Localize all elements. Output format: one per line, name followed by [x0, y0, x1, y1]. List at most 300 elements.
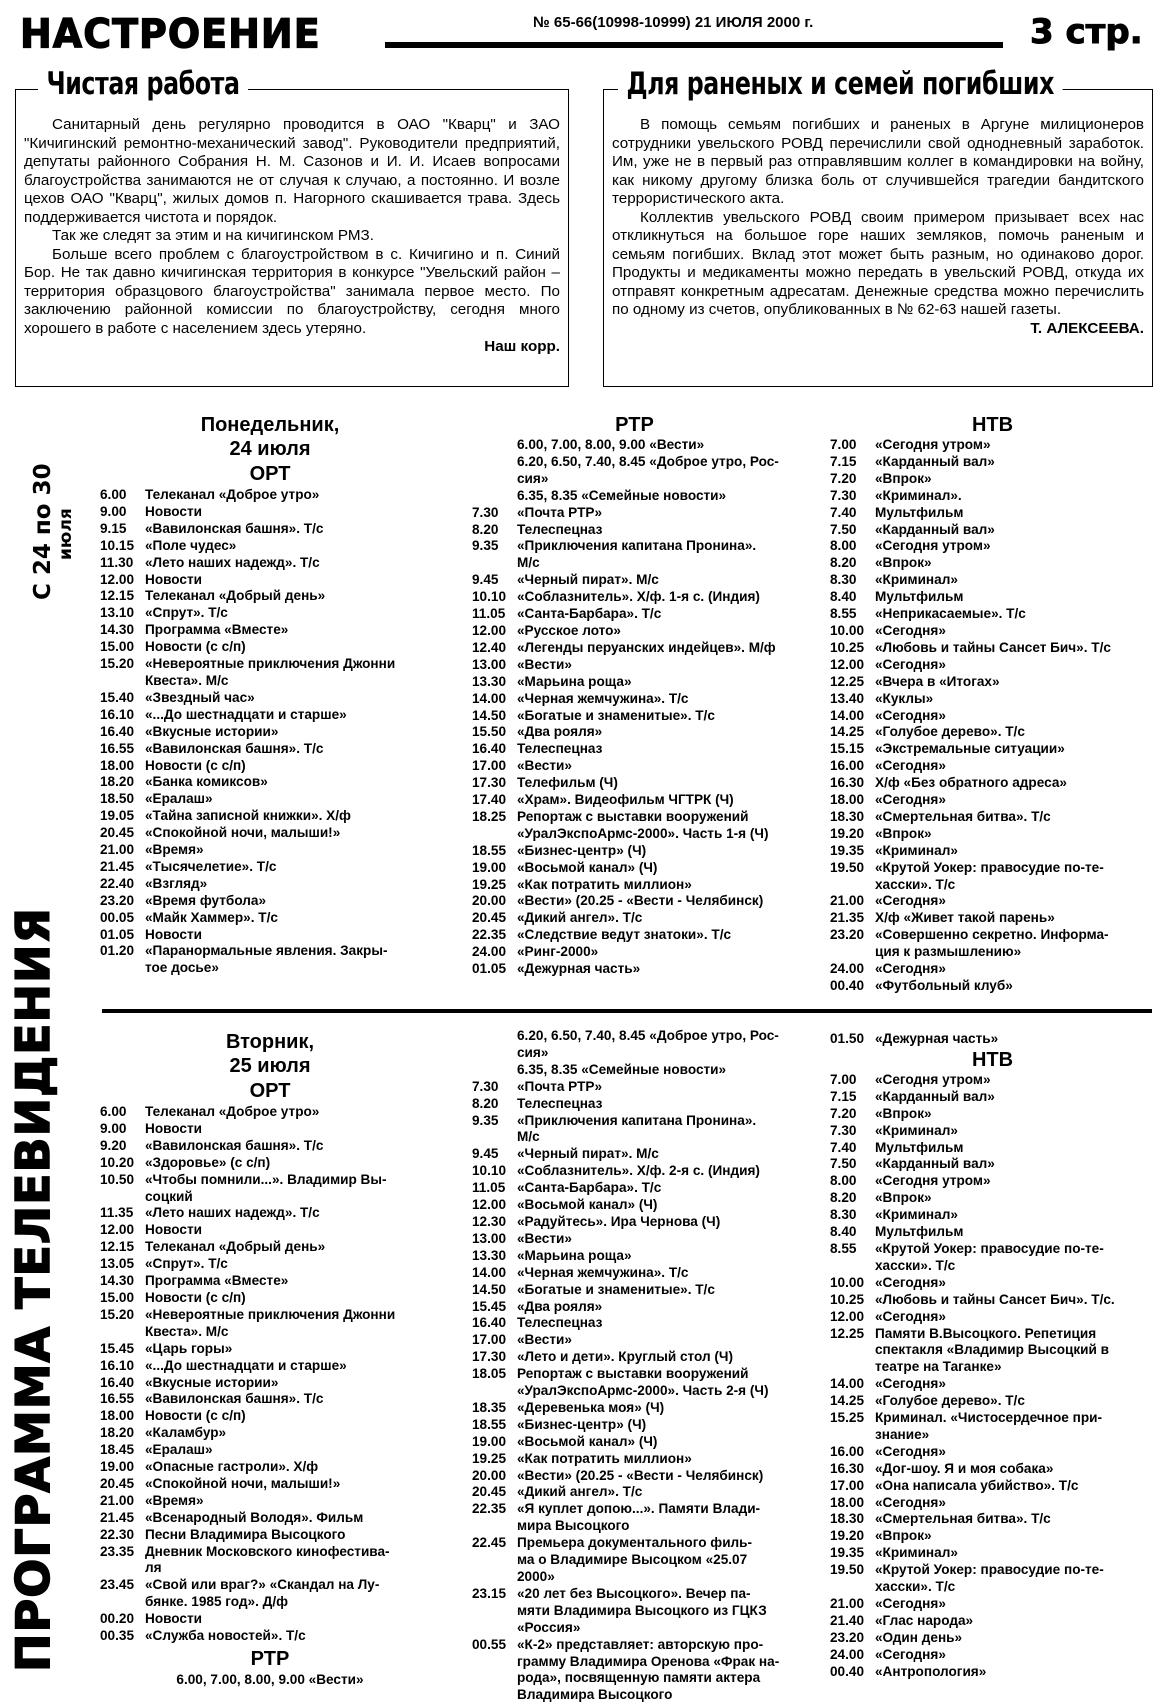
program-name: «Дежурная часть» — [517, 961, 641, 977]
program-time: 15.40 — [100, 689, 135, 705]
program-time: 8.20 — [830, 1190, 857, 1206]
program-name: «Восьмой канал» (Ч) — [517, 1433, 658, 1449]
program-name: «Русское лото» — [517, 622, 621, 638]
program-row — [472, 708, 797, 725]
program-time: 00.40 — [830, 1663, 865, 1679]
program-name: «Бизнес-центр» (Ч) — [517, 1416, 647, 1432]
program-time — [472, 1654, 517, 1671]
program-name: «УралЭкспоАрмс-2000». Часть 1-я (Ч) — [517, 825, 769, 841]
program-time: 16.10 — [100, 706, 135, 722]
program-time: 21.00 — [100, 842, 135, 858]
program-name: «Россия» — [517, 1619, 581, 1635]
program-time: 18.20 — [100, 1425, 135, 1441]
program-time: 23.20 — [830, 1629, 865, 1645]
program-row — [830, 657, 1155, 674]
program-time: 13.05 — [100, 1256, 135, 1272]
program-time: 20.45 — [472, 1484, 507, 1500]
program-name: «Карданный вал» — [875, 1088, 995, 1104]
program-row — [830, 691, 1155, 708]
program-row — [472, 1383, 797, 1400]
program-name: «Восьмой канал» (Ч) — [517, 1197, 658, 1213]
program-time: 18.00 — [100, 1408, 135, 1424]
program-row — [472, 809, 797, 826]
program-name: «Невероятные приключения Джонни — [145, 656, 396, 672]
program-row — [100, 842, 440, 859]
program-time: 22.45 — [472, 1535, 507, 1551]
monday-rtr-column — [472, 413, 797, 978]
program-time: 18.00 — [830, 792, 865, 808]
program-time — [472, 1129, 517, 1146]
program-row — [472, 826, 797, 843]
program-time — [830, 877, 875, 894]
program-row — [830, 1528, 1155, 1545]
channel-title: НТВ — [971, 1048, 1014, 1071]
program-time: 00.20 — [100, 1611, 135, 1627]
program-time: 8.00 — [830, 538, 857, 554]
program-time: 13.30 — [472, 1247, 507, 1263]
program-name: «Криминал» — [875, 1207, 958, 1223]
program-name: «Совершенно секретно. Информа- — [875, 927, 1109, 943]
monday-ntv-column — [830, 413, 1155, 995]
program-name: «Дежурная часть» — [875, 1031, 999, 1046]
program-time: 8.00 — [830, 1173, 857, 1189]
program-row — [830, 758, 1155, 775]
program-row — [100, 1510, 440, 1527]
program-row — [100, 741, 440, 758]
program-name: «Восьмой канал» (Ч) — [517, 859, 658, 875]
program-row — [472, 1569, 797, 1586]
program-time: 22.35 — [472, 927, 507, 943]
program-time: 23.45 — [100, 1577, 135, 1593]
program-row — [100, 1172, 440, 1189]
program-time: 01.50 — [830, 1031, 865, 1046]
program-row — [100, 1476, 440, 1493]
program-row — [100, 1222, 440, 1239]
program-name: «Лето наших надежд». Т/с — [145, 554, 320, 570]
program-name: «Впрок» — [875, 825, 932, 841]
program-time — [472, 471, 517, 488]
program-time: 21.00 — [830, 893, 865, 909]
program-name: «Вавилонская башня». Т/с — [145, 1391, 324, 1407]
program-row — [830, 843, 1155, 860]
program-name: «Соблазнитель». Х/ф. 1-я с. (Индия) — [517, 589, 760, 605]
program-name: Мультфильм — [875, 1139, 964, 1155]
program-row — [472, 1451, 797, 1468]
program-list — [472, 1028, 797, 1704]
program-row — [100, 1442, 440, 1459]
program-name: хасски». Т/с — [875, 876, 956, 892]
program-name: «Впрок» — [875, 1528, 932, 1544]
program-time: 7.30 — [830, 1122, 857, 1138]
program-time: 16.00 — [830, 758, 865, 774]
program-time: 18.55 — [472, 842, 507, 858]
program-time: 7.15 — [830, 1088, 857, 1104]
program-name: Телеспецназ — [517, 521, 603, 537]
program-time: 10.00 — [830, 622, 865, 638]
program-name: «Невероятные приключения Джонни — [145, 1306, 396, 1322]
program-name: «...До шестнадцати и старше» — [145, 1357, 347, 1373]
program-name: «Впрок» — [875, 1105, 932, 1121]
program-time: 9.00 — [100, 1120, 127, 1136]
program-name: «К-2» представляет: авторскую про- — [517, 1636, 764, 1652]
program-name: «Чтобы помнили...». Владимир Вы- — [145, 1171, 387, 1187]
program-row — [830, 555, 1155, 572]
program-row — [472, 893, 797, 910]
program-time: 00.55 — [472, 1636, 507, 1652]
program-time: 16.55 — [100, 740, 135, 756]
channel-title: РТР — [250, 1648, 290, 1670]
program-time: 13.40 — [830, 690, 865, 706]
program-time: 14.50 — [472, 707, 507, 723]
program-time: 18.35 — [472, 1399, 507, 1415]
program-row — [830, 1224, 1155, 1241]
program-time: 12.00 — [830, 656, 865, 672]
program-name: «Сегодня утром» — [875, 437, 991, 452]
program-time: 16.40 — [100, 1374, 135, 1390]
program-row — [100, 707, 440, 724]
program-time — [100, 960, 145, 977]
program-time: 8.55 — [830, 606, 857, 622]
program-time — [100, 1189, 145, 1206]
program-row — [830, 961, 1155, 978]
program-name: «Вести» — [517, 656, 572, 672]
program-row — [830, 538, 1155, 555]
program-name: «Марьина роща» — [517, 1247, 632, 1263]
program-row — [100, 927, 440, 944]
program-time: 14.25 — [830, 724, 865, 740]
program-name: «Служба новостей». Т/с — [145, 1628, 306, 1644]
program-row — [830, 1562, 1155, 1579]
program-row — [472, 488, 797, 505]
program-time: 15.15 — [830, 741, 865, 757]
program-row — [830, 724, 1155, 741]
program-time: 23.20 — [100, 892, 135, 908]
program-row — [472, 1366, 797, 1383]
program-name: «Сегодня» — [875, 1443, 946, 1459]
program-time: 19.20 — [830, 825, 865, 841]
program-name: Мультфильм — [875, 1224, 964, 1240]
program-row — [830, 572, 1155, 589]
program-time: 12.15 — [100, 1239, 135, 1255]
program-time: 19.25 — [472, 876, 507, 892]
program-time — [830, 1258, 875, 1275]
side-date-range: С 24 по 30 — [30, 463, 56, 600]
program-row — [100, 1239, 440, 1256]
program-row — [830, 809, 1155, 826]
program-time — [472, 1062, 517, 1079]
program-time: 7.50 — [830, 1156, 857, 1172]
program-name: «Богатые и знаменитые». Т/с — [517, 707, 715, 723]
rtr-line: 6.00, 7.00, 8.00, 9.00 «Вести» — [176, 1672, 364, 1687]
program-name: «Вавилонская башня». Т/с — [145, 740, 324, 756]
program-time: 13.10 — [100, 605, 135, 621]
program-time: 23.35 — [100, 1543, 135, 1559]
program-time: 22.35 — [472, 1501, 507, 1517]
program-time: 7.00 — [830, 1071, 857, 1087]
program-row — [472, 657, 797, 674]
program-row — [472, 792, 797, 809]
program-row — [100, 1544, 440, 1561]
program-row — [100, 758, 440, 775]
program-row — [100, 1391, 440, 1408]
program-row — [830, 1630, 1155, 1647]
program-time — [100, 673, 145, 690]
program-row — [472, 1265, 797, 1282]
program-row — [100, 673, 440, 690]
program-name: «Она написала убийство». Т/с — [875, 1477, 1079, 1493]
program-name: «Вкусные истории» — [145, 723, 279, 739]
program-time: 14.50 — [472, 1281, 507, 1297]
program-row — [100, 690, 440, 707]
program-row — [472, 1434, 797, 1451]
program-name: Телеспецназ — [517, 741, 603, 757]
program-time: 19.50 — [830, 1562, 865, 1578]
program-row — [472, 1129, 797, 1146]
program-name: театре на Таганке» — [875, 1359, 1002, 1375]
program-time: 16.30 — [830, 775, 865, 791]
program-name: «Впрок» — [875, 555, 932, 571]
program-time: 10.15 — [100, 537, 135, 553]
program-time: 12.00 — [100, 1222, 135, 1238]
program-time: 00.35 — [100, 1628, 135, 1644]
article-left-body — [24, 116, 560, 357]
program-time — [472, 437, 517, 454]
program-row — [472, 437, 797, 454]
program-time: 21.45 — [100, 1509, 135, 1525]
program-name: «Время» — [145, 842, 204, 858]
program-name: «Два рояля» — [517, 1298, 603, 1314]
program-row — [100, 1375, 440, 1392]
program-row — [472, 860, 797, 877]
program-row — [830, 792, 1155, 809]
program-time: 01.05 — [100, 926, 135, 942]
program-name: 6.35, 8.35 «Семейные новости» — [517, 1061, 727, 1077]
program-time: 7.20 — [830, 470, 857, 486]
program-name: «Санта-Барбара». Т/с — [517, 1180, 662, 1196]
program-row — [100, 487, 440, 504]
program-row — [472, 961, 797, 978]
program-name: Мультфильм — [875, 589, 964, 605]
program-row — [100, 1459, 440, 1476]
program-name: «Вести» (20.25 - «Вести - Челябинск) — [517, 1467, 764, 1483]
program-time: 20.00 — [472, 1467, 507, 1483]
program-time: 16.30 — [830, 1460, 865, 1476]
program-name: «Криминал» — [875, 572, 958, 588]
program-row — [472, 724, 797, 741]
program-name: ля — [145, 1560, 162, 1576]
program-row — [472, 1468, 797, 1485]
program-name: Новости (с с/п) — [145, 1408, 246, 1424]
program-row — [472, 1180, 797, 1197]
program-time — [830, 1427, 875, 1444]
program-name: «Вавилонская башня». Т/с — [145, 520, 324, 536]
program-row — [830, 1089, 1155, 1106]
monday-ort-column — [100, 413, 440, 977]
program-time: 01.20 — [100, 943, 135, 959]
program-time: 11.05 — [472, 606, 506, 622]
program-time: 21.45 — [100, 858, 135, 874]
program-time: 13.00 — [472, 1230, 507, 1246]
program-row — [100, 1256, 440, 1273]
program-name: «Вавилонская башня». Т/с — [145, 1137, 324, 1153]
paragraph: В помощь семьям погибших и раненых в Аргуне милиционеров сотрудники увельского РОВД перечислили свой однодневный заработок. Им, уже не в первый раз отправлявшим коллег в командировки на войну, как никому другому близка боль от случившейся трагедии бандитского террористического акта. — [612, 116, 1144, 207]
program-row — [100, 1205, 440, 1222]
program-name: мяти Владимира Высоцкого из ГЦКЗ — [517, 1602, 767, 1618]
program-time: 9.45 — [472, 1146, 499, 1162]
program-time: 19.35 — [830, 1545, 865, 1561]
program-name: «Как потратить миллион» — [517, 1450, 692, 1466]
program-name: Телеспецназ — [517, 1315, 603, 1331]
program-name: «Сегодня» — [875, 1376, 946, 1392]
program-name: Телеканал «Доброе утро» — [145, 1104, 320, 1119]
program-row — [472, 1299, 797, 1316]
program-row — [472, 1113, 797, 1130]
program-time: 10.25 — [830, 639, 865, 655]
program-name: «Любовь и тайны Сансет Бич». Т/с. — [875, 1291, 1115, 1307]
program-row — [100, 1425, 440, 1442]
program-name: «Спокойной ночи, малыши!» — [145, 825, 341, 841]
program-name: «УралЭкспоАрмс-2000». Часть 2-я (Ч) — [517, 1383, 769, 1399]
program-time: 19.50 — [830, 859, 865, 875]
program-name: Новости (с с/п) — [145, 639, 246, 655]
program-row — [830, 1258, 1155, 1275]
program-time: 8.20 — [472, 521, 499, 537]
program-time: 12.00 — [472, 1197, 507, 1213]
program-name: Новости — [145, 571, 202, 587]
program-name: «Сегодня» — [875, 961, 946, 977]
program-row — [472, 1518, 797, 1535]
program-name: «Любовь и тайны Сансет Бич». Т/с — [875, 639, 1111, 655]
program-name: Новости (с с/п) — [145, 1289, 246, 1305]
program-row — [472, 944, 797, 961]
program-time — [100, 1560, 145, 1577]
program-name: спектакля «Владимир Высоцкий в — [875, 1342, 1110, 1358]
program-time: 19.00 — [472, 859, 507, 875]
program-name: «Смертельная битва». Т/с — [875, 808, 1051, 824]
program-row — [830, 1359, 1155, 1376]
program-name: Новости (с с/п) — [145, 757, 246, 773]
program-row — [100, 1594, 440, 1611]
program-row — [830, 741, 1155, 758]
program-name: Премьера документального филь- — [517, 1535, 753, 1551]
program-name: «Спрут». Т/с — [145, 1256, 228, 1272]
program-name: «Радуйтесь». Ира Чернова (Ч) — [517, 1213, 721, 1229]
program-time — [830, 1342, 875, 1359]
program-name: «Вести» (20.25 - «Вести - Челябинск) — [517, 893, 764, 909]
program-row — [830, 1647, 1155, 1664]
program-time: 6.00 — [100, 487, 127, 502]
paragraph: Так же следят за этим и на кичигинском РМЗ. — [52, 227, 374, 244]
program-time: 00.05 — [100, 909, 135, 925]
program-row — [100, 1324, 440, 1341]
day-date: 24 июля — [229, 438, 311, 460]
program-name: «Глас народа» — [875, 1612, 974, 1628]
program-row — [830, 1140, 1155, 1157]
program-row — [100, 1121, 440, 1138]
program-time: 7.30 — [472, 504, 499, 520]
program-name: «Сегодня утром» — [875, 1071, 991, 1087]
program-name: 6.00, 7.00, 8.00, 9.00 «Вести» — [517, 437, 705, 452]
program-time: 13.30 — [472, 673, 507, 689]
program-name: «Богатые и знаменитые». Т/с — [517, 1281, 715, 1297]
program-time: 18.05 — [472, 1366, 507, 1382]
program-time — [472, 1620, 517, 1637]
program-name: «Карданный вал» — [875, 521, 995, 537]
program-row — [472, 538, 797, 555]
program-name: «Один день» — [875, 1629, 963, 1645]
channel-title: ОРТ — [249, 1080, 291, 1102]
program-name: ция к размышлению» — [875, 944, 1022, 960]
program-row — [830, 1393, 1155, 1410]
program-row — [830, 1342, 1155, 1359]
program-time: 12.00 — [472, 622, 507, 638]
program-row — [830, 1376, 1155, 1393]
program-time: 24.00 — [472, 944, 507, 960]
program-time: 20.45 — [100, 825, 135, 841]
program-row — [830, 1427, 1155, 1444]
program-row — [830, 1309, 1155, 1326]
program-row — [100, 808, 440, 825]
program-row — [830, 826, 1155, 843]
program-row — [830, 944, 1155, 961]
program-time: 17.30 — [472, 1349, 507, 1365]
program-time: 17.00 — [472, 1332, 507, 1348]
program-name: «Сегодня» — [875, 893, 946, 909]
program-row — [472, 1146, 797, 1163]
program-time: 18.30 — [830, 1511, 865, 1527]
program-time: 18.25 — [472, 808, 507, 824]
header-rule — [385, 42, 1003, 48]
program-name: Квеста». М/с — [145, 1323, 229, 1339]
program-row — [830, 978, 1155, 995]
program-row — [472, 1248, 797, 1265]
program-row — [830, 1461, 1155, 1478]
program-name: Телеканал «Добрый день» — [145, 1239, 326, 1255]
program-row — [830, 454, 1155, 471]
program-time — [830, 1359, 875, 1376]
program-row — [100, 538, 440, 555]
program-name: рода», посвященную памяти актера — [517, 1670, 761, 1686]
program-name: сия» — [517, 470, 549, 486]
program-name: «...До шестнадцати и старше» — [145, 706, 347, 722]
tuesday-ntv-column — [830, 1031, 1155, 1681]
program-time: 19.05 — [100, 808, 135, 824]
program-name: Новости — [145, 503, 202, 519]
program-name: «Майк Хаммер». Т/с — [145, 909, 278, 925]
program-row — [100, 639, 440, 656]
program-row — [472, 589, 797, 606]
program-name: хасски». Т/с — [875, 1579, 956, 1595]
program-row — [100, 791, 440, 808]
program-row — [830, 910, 1155, 927]
program-row — [100, 1527, 440, 1544]
program-name: «Взгляд» — [145, 875, 208, 891]
program-name: 6.20, 6.50, 7.40, 8.45 «Доброе утро, Рос- — [517, 1028, 779, 1043]
program-name: «Криминал» — [875, 842, 958, 858]
program-row — [830, 1156, 1155, 1173]
program-row — [100, 825, 440, 842]
program-name: «Черный пират». М/с — [517, 572, 659, 588]
program-list — [100, 487, 440, 977]
program-name: «Я куплет допою...». Памяти Влади- — [517, 1501, 761, 1517]
program-row — [472, 1417, 797, 1434]
program-name: «Экстремальные ситуации» — [875, 741, 1065, 757]
program-name: бянке. 1985 год». Д/ф — [145, 1594, 288, 1610]
program-row — [100, 774, 440, 791]
program-name: «Деревенька моя» (Ч) — [517, 1399, 665, 1415]
program-time: 9.35 — [472, 1112, 499, 1128]
program-time: 17.30 — [472, 775, 507, 791]
